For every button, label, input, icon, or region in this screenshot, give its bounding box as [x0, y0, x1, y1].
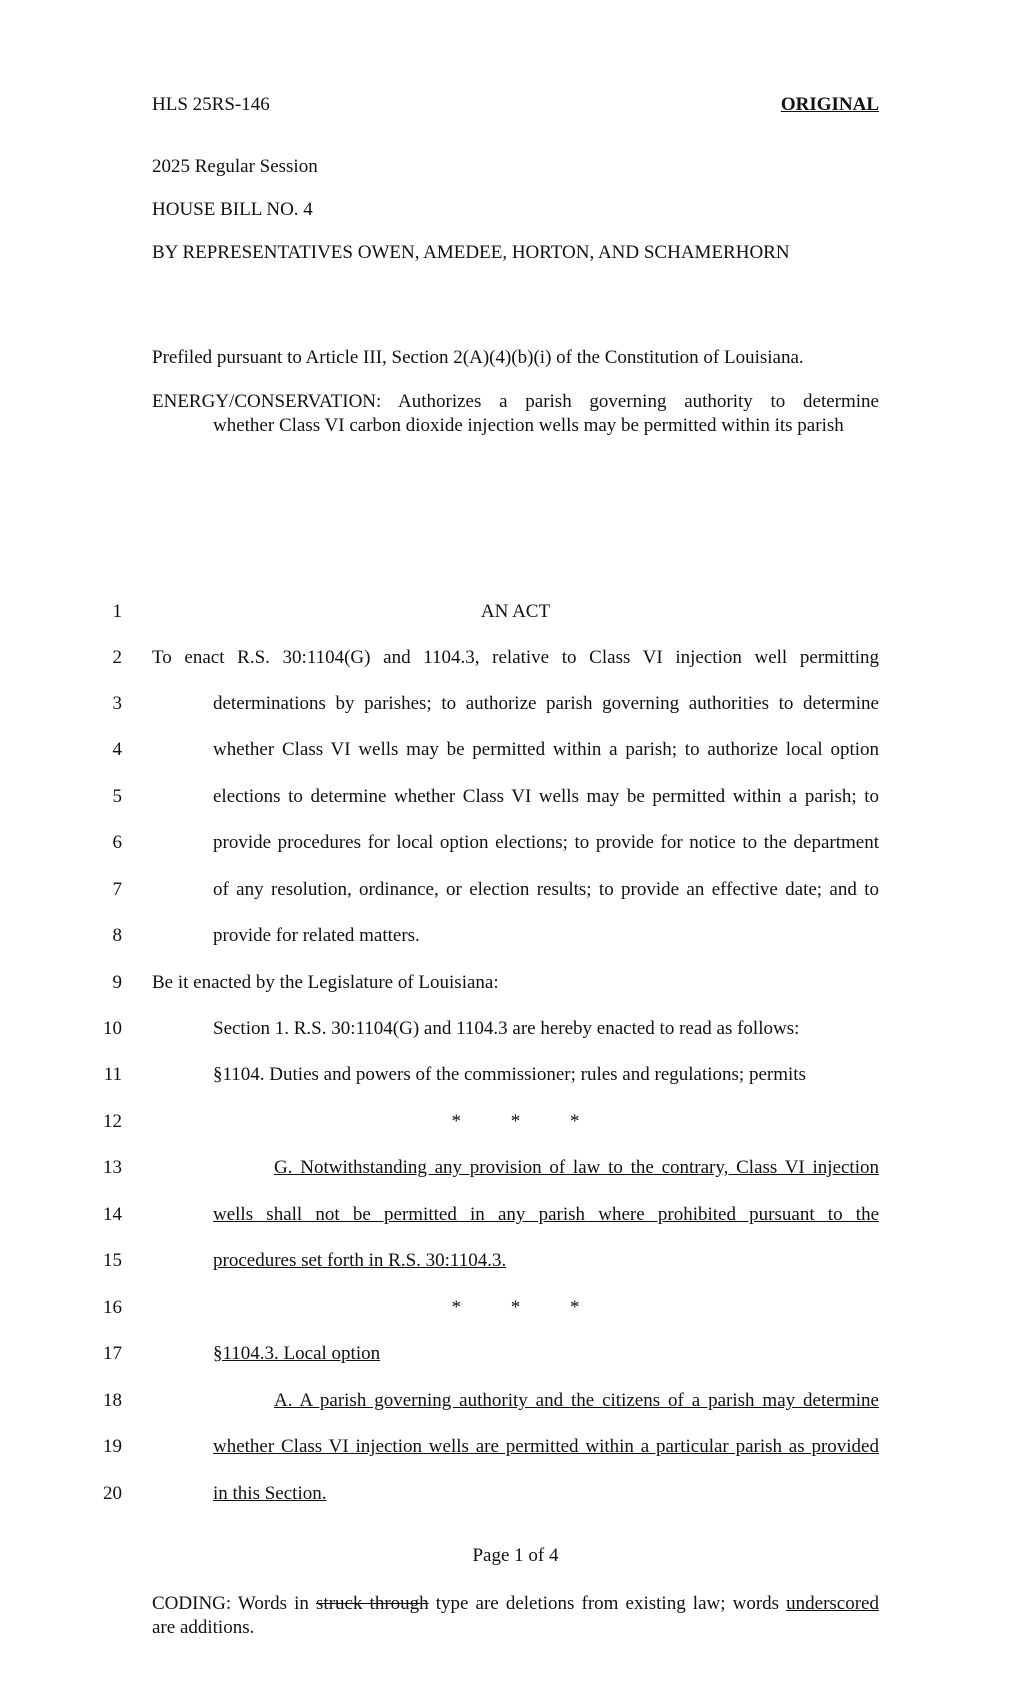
subsection-g-line-1: G. Notwithstanding any provision of law to the contrary, Class VI injection: [274, 1157, 879, 1178]
subsection-a-line-2: whether Class VI injection wells are permitted within a particular parish as provided: [213, 1436, 879, 1457]
act-line-7: of any resolution, ordinance, or election results; to provide an effective date; and to: [213, 879, 879, 900]
line-number: 18: [103, 1390, 122, 1411]
digest: [152, 390, 879, 438]
enacting-clause: Be it enacted by the Legislature of Louisiana:: [152, 972, 499, 993]
line-number: 20: [103, 1483, 122, 1504]
line-number: 3: [112, 693, 122, 714]
line-number: 1: [112, 601, 122, 622]
subsection-g-line-3-text: procedures set forth in R.S. 30:1104.3.: [213, 1250, 507, 1271]
digest-line-2: whether Class VI carbon dioxide injection wells may be permitted within its parish: [213, 415, 844, 436]
line-number: 17: [103, 1343, 122, 1364]
omission-stars: * * *: [451, 1111, 580, 1132]
coding-underscored: underscored: [786, 1593, 879, 1614]
section-1: Section 1. R.S. 30:1104(G) and 1104.3 are hereby enacted to read as follows:: [213, 1018, 800, 1039]
subsection-a-line-3: [213, 1483, 879, 1505]
line-number: 7: [112, 879, 122, 900]
line-number: 13: [103, 1157, 122, 1178]
act-line-4: whether Class VI wells may be permitted within a parish; to authorize local option: [213, 739, 879, 760]
line-number: 4: [112, 739, 122, 760]
status-label: ORIGINAL: [780, 94, 879, 115]
authors: BY REPRESENTATIVES OWEN, AMEDEE, HORTON, AND SCHAMERHORN: [152, 242, 790, 263]
subsection-g-line-3: [213, 1250, 879, 1272]
section-heading-1104-3: [213, 1343, 879, 1365]
prefiled-note: Prefiled pursuant to Article III, Section 2(A)(4)(b)(i) of the Constitution of Louisiana.: [152, 347, 804, 368]
line-number: 5: [112, 786, 122, 807]
coding-line-1: [152, 1592, 879, 1616]
bill-number: HOUSE BILL NO. 4: [152, 199, 313, 220]
act-line-6: provide procedures for local option elections; to provide for notice to the department: [213, 832, 879, 853]
section-heading-1104: §1104. Duties and powers of the commissioner; rules and regulations; permits: [213, 1064, 806, 1085]
subsection-a-line-3-text: in this Section.: [213, 1483, 327, 1504]
line-number: 6: [112, 832, 122, 853]
line-number: 11: [103, 1064, 122, 1085]
line-number: 10: [103, 1018, 122, 1039]
coding-prefix: CODING: Words in: [152, 1593, 317, 1614]
act-line-8: provide for related matters.: [213, 925, 420, 946]
bill-code: HLS 25RS-146: [152, 94, 270, 115]
section-heading-1104-3-text: §1104.3. Local option: [213, 1343, 381, 1364]
line-number: 12: [103, 1111, 122, 1132]
line-number: 19: [103, 1436, 122, 1457]
line-number: 15: [103, 1250, 122, 1271]
act-line-3: determinations by parishes; to authorize parish governing authorities to determine: [213, 693, 879, 714]
coding-note: [152, 1592, 879, 1640]
line-number: 14: [103, 1204, 122, 1225]
act-line-2: To enact R.S. 30:1104(G) and 1104.3, relative to Class VI injection well permitting: [152, 647, 879, 668]
subsection-g-line-2: wells shall not be permitted in any parish where prohibited pursuant to the: [213, 1204, 879, 1225]
coding-struck: struck through: [316, 1593, 429, 1614]
page-number: Page 1 of 4: [472, 1545, 559, 1566]
session: 2025 Regular Session: [152, 156, 318, 177]
coding-mid: type are deletions from existing law; words: [428, 1593, 787, 1614]
line-number: 8: [112, 925, 122, 946]
act-title: AN ACT: [480, 601, 551, 622]
digest-line-1: ENERGY/CONSERVATION: Authorizes a parish governing authority to determine: [152, 391, 879, 412]
act-line-5: elections to determine whether Class VI wells may be permitted within a parish; to: [213, 786, 879, 807]
line-number: 2: [112, 647, 122, 668]
line-number: 9: [112, 972, 122, 993]
omission-stars: * * *: [451, 1297, 580, 1318]
coding-line-2: are additions.: [152, 1617, 255, 1638]
line-number: 16: [103, 1297, 122, 1318]
subsection-a-line-1: A. A parish governing authority and the citizens of a parish may determine: [274, 1390, 879, 1411]
